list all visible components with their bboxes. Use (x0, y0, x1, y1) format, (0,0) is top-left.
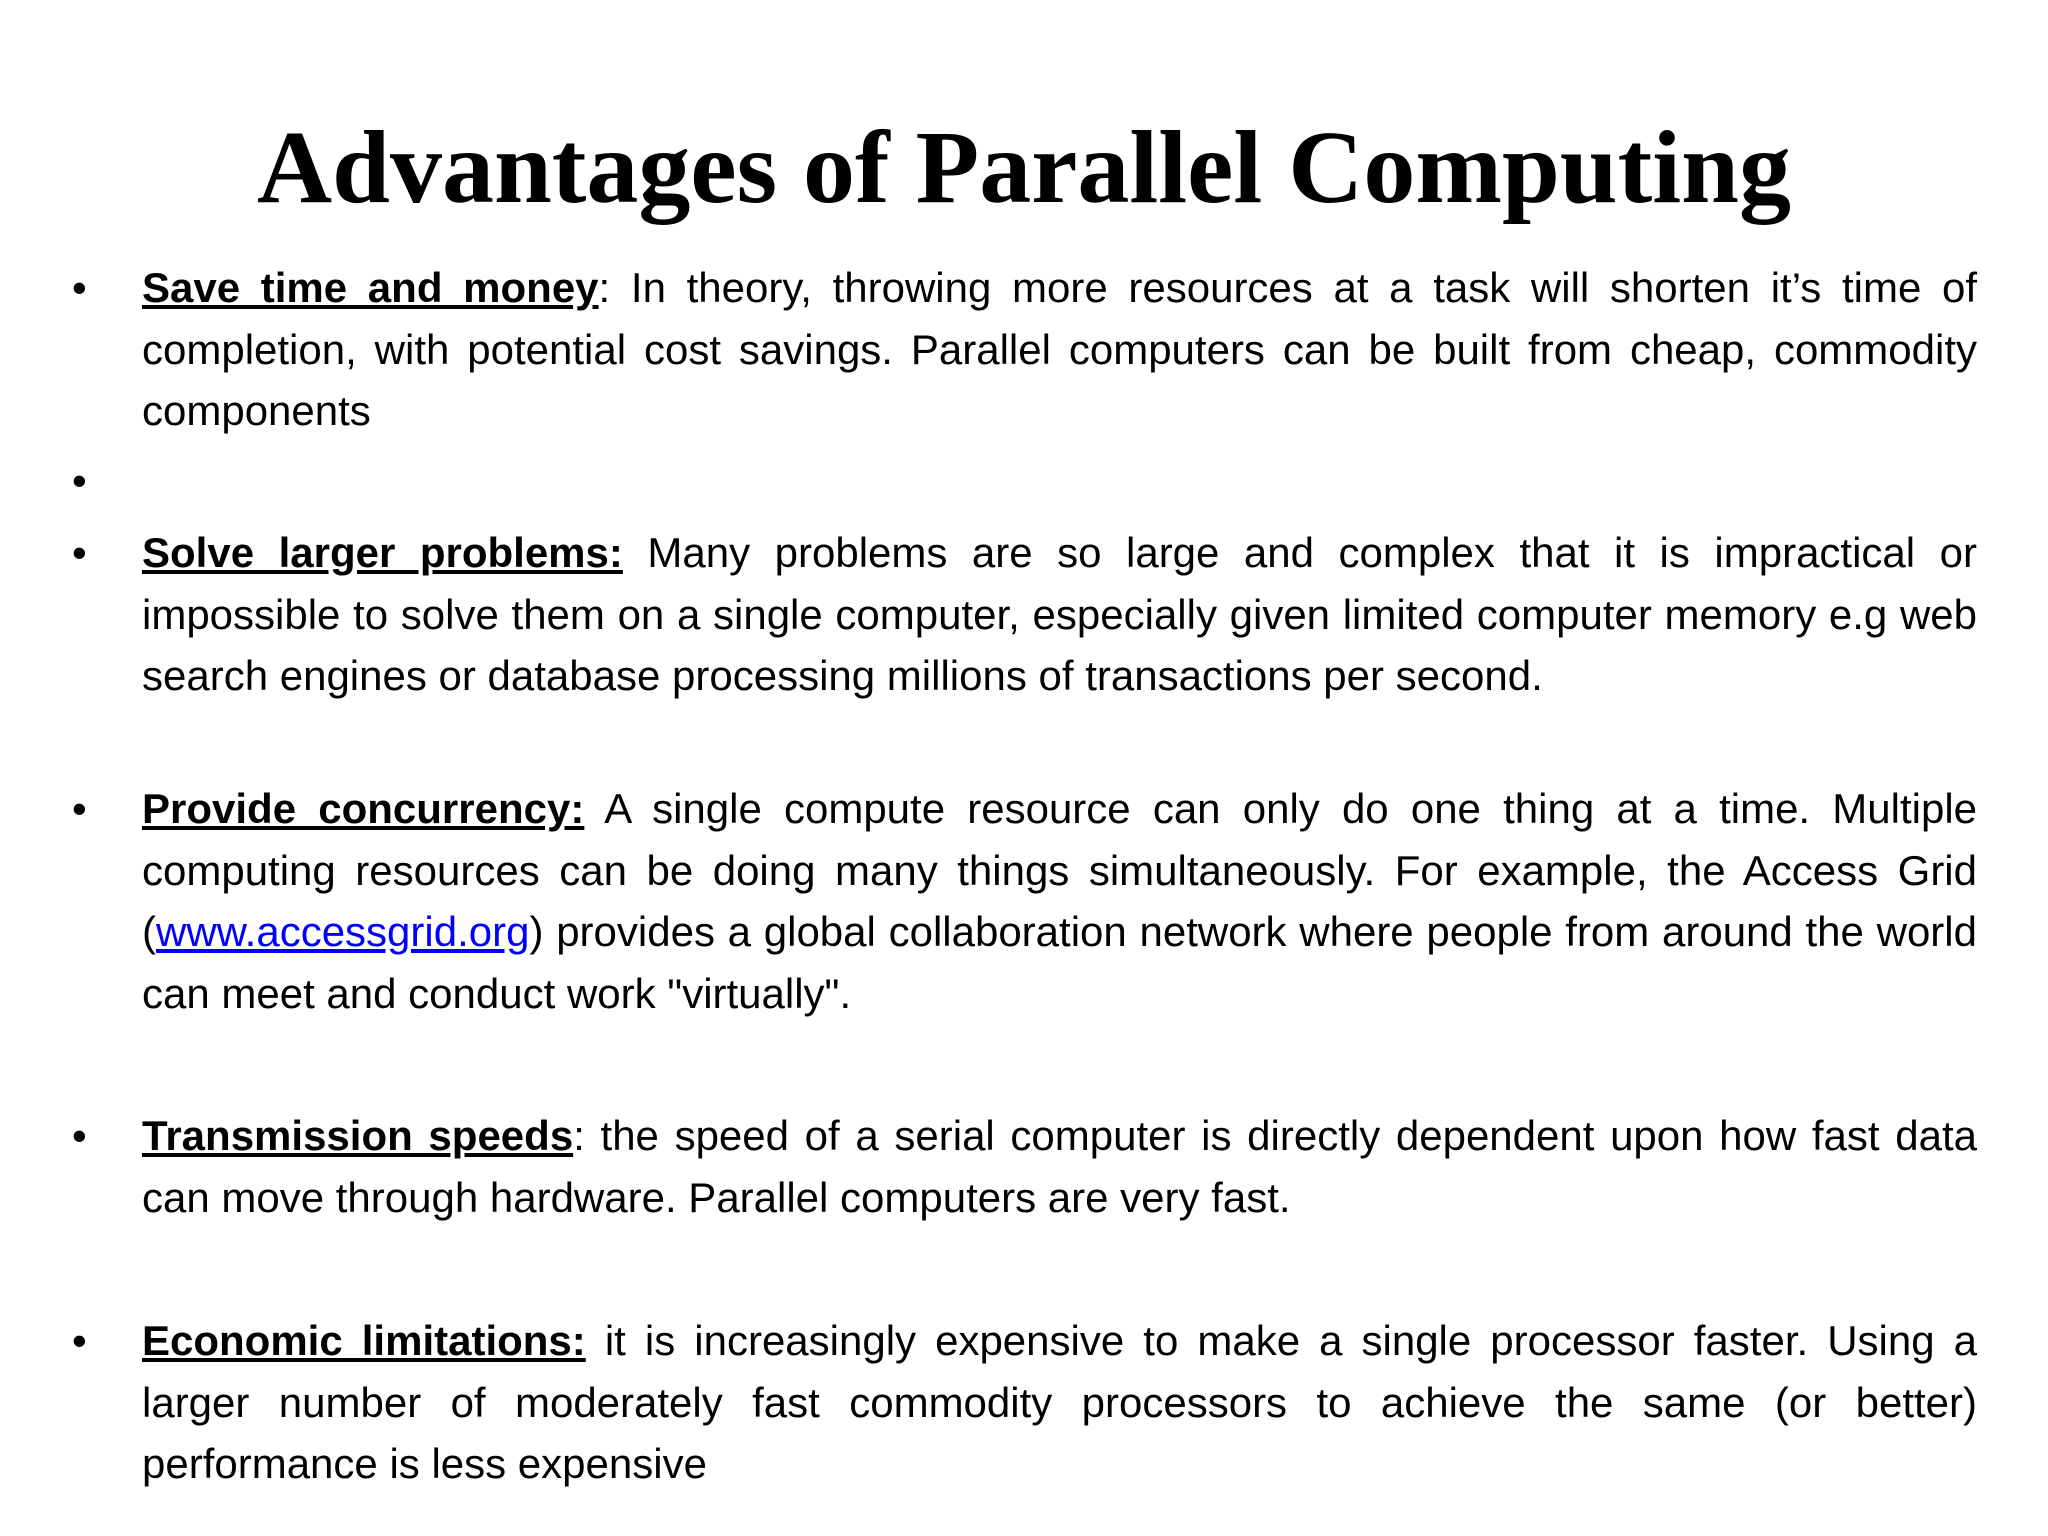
bullet-term: Transmission speeds (142, 1112, 574, 1159)
bullet-body: In theory, throwing more resources at a task will shorten it’s time of completion, with potential cost savings. Parallel computers can be built from cheap, commodity components (142, 264, 1978, 434)
bullet-item-solve-larger (72, 522, 1977, 772)
bullet-term-separator: : (598, 264, 611, 311)
bullet-term: Save time and money (142, 264, 599, 311)
bullet-item-empty (72, 450, 1977, 512)
accessgrid-link[interactable]: www.accessgrid.org (156, 908, 530, 955)
bullet-body: A single compute resource can only do one thing at a time. Multiple computing resources can be doing many things simultaneously. For example, the Access Grid ( (142, 785, 1978, 955)
bullet-body: it is increasingly expensive to make a single processor faster. Using a larger number of moderately fast commodity processors to achieve the same (or better) performance is less expensive (142, 1317, 1977, 1487)
bullet-marker: • (72, 529, 87, 576)
bullet-item-transmission (72, 1105, 1977, 1233)
bullet-text (142, 1310, 1977, 1495)
bullet-body: the speed of a serial computer is directly dependent upon how fast data can move through hardware. Parallel computers are very fast. (142, 1112, 1977, 1221)
bullet-term: Economic limitations: (142, 1317, 586, 1364)
bullet-marker: • (72, 264, 87, 311)
bullet-text (142, 257, 1977, 442)
slide-title: Advantages of Parallel Computing (257, 110, 1791, 225)
bullet-item-concurrency (72, 778, 1977, 1028)
bullet-term: Solve larger problems: (142, 529, 623, 576)
bullet-marker: • (72, 785, 87, 832)
bullet-body-after-link: ) provides a global collaboration network where people from around the world can meet and conduct work "virtually". (142, 908, 1977, 1017)
bullet-term: Provide concurrency: (142, 785, 585, 832)
bullet-text (142, 522, 1977, 707)
bullet-text (142, 778, 1977, 1024)
bullet-item-save-time (72, 257, 1977, 447)
bullet-term-separator: : (573, 1112, 585, 1159)
bullet-marker: • (72, 457, 87, 504)
bullet-item-economic (72, 1310, 1977, 1500)
bullet-marker: • (72, 1317, 87, 1364)
bullet-body: Many problems are so large and complex that it is impractical or impossible to solve them on a single computer, especially given limited computer memory e.g web search engines or database processing millions of transactions per second. (142, 529, 1977, 699)
bullet-text (142, 1105, 1977, 1228)
bullet-marker: • (72, 1112, 87, 1159)
